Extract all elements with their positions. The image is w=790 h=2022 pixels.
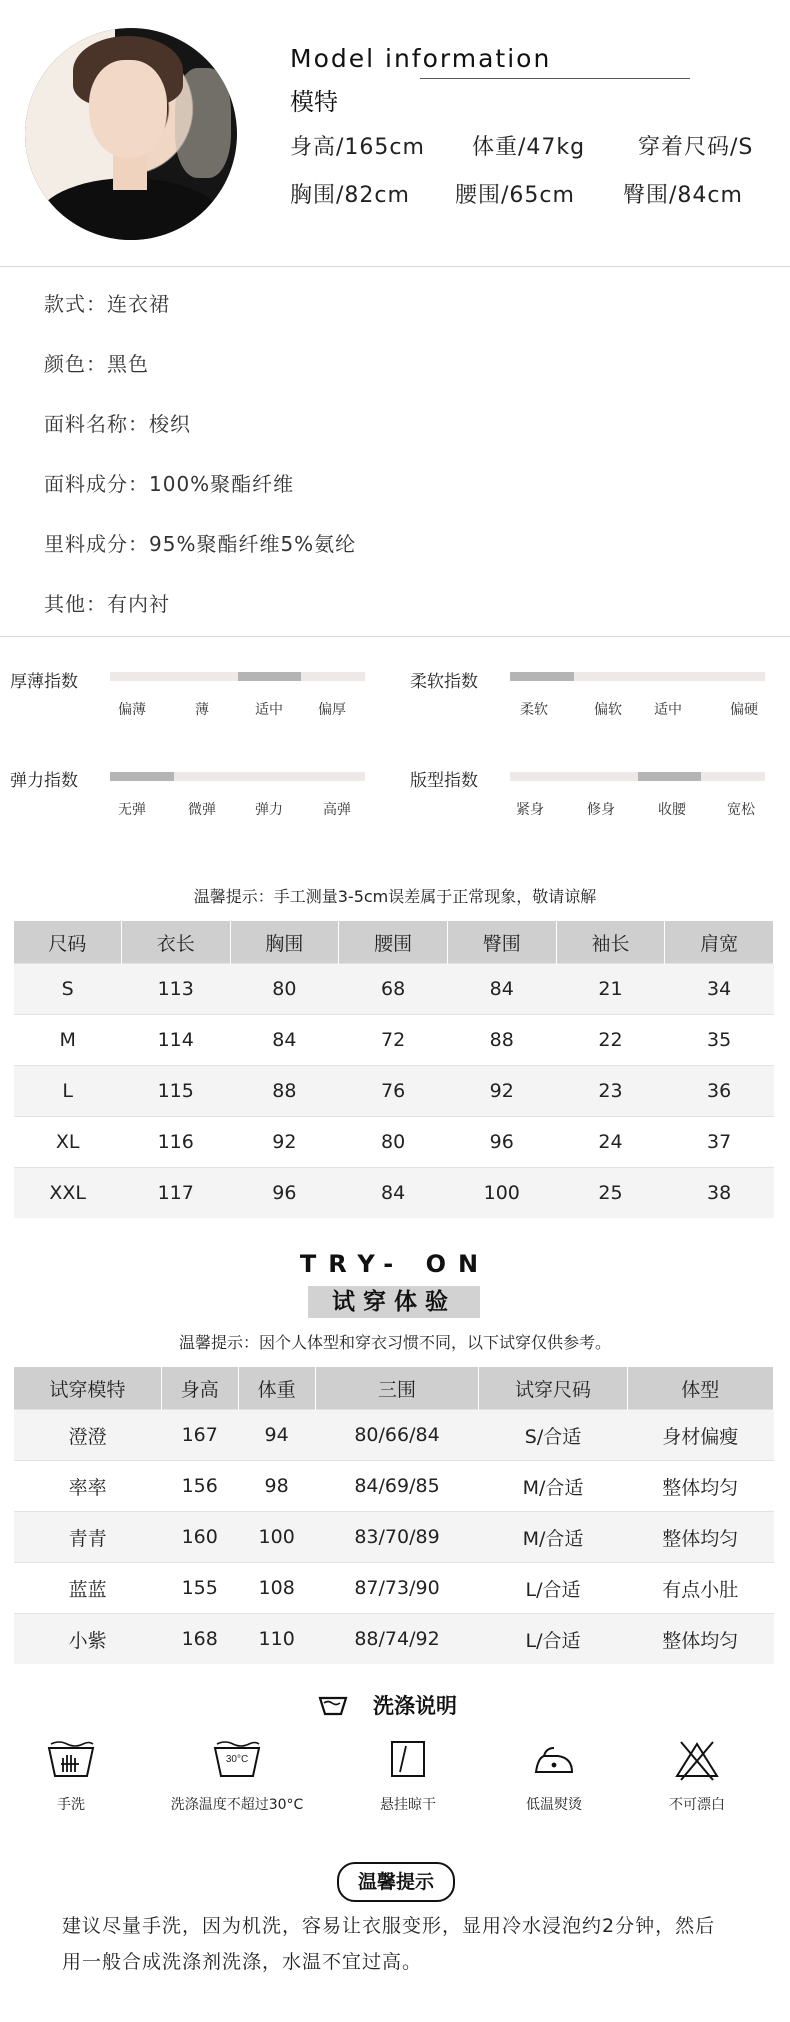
- index-tick: 偏硬: [730, 702, 758, 718]
- table-row: [14, 1563, 774, 1614]
- table-cell: 110: [238, 1614, 315, 1665]
- table-cell: 80/66/84: [315, 1410, 479, 1461]
- index-label: 厚薄指数: [10, 672, 78, 692]
- table-cell: 96: [447, 1117, 556, 1168]
- model-hip: 臀围/84cm: [623, 183, 743, 208]
- table-cell: 160: [161, 1512, 238, 1563]
- index-bar-selected: [638, 772, 702, 781]
- table-cell: 168: [161, 1614, 238, 1665]
- model-height: 身高/165cm: [290, 135, 425, 160]
- table-cell: 87/73/90: [315, 1563, 479, 1614]
- iron-low-icon: [528, 1738, 580, 1782]
- spec-color: 颜色：黑色: [44, 352, 149, 376]
- index-tick: 薄: [195, 702, 209, 718]
- model-waist: 腰围/65cm: [455, 183, 575, 208]
- index-tick: 柔软: [520, 702, 548, 718]
- index-bar: [510, 672, 765, 681]
- table-cell: 37: [665, 1117, 774, 1168]
- table-cell: 整体均匀: [627, 1614, 773, 1665]
- hang-dry-icon: [382, 1738, 434, 1782]
- table-cell: 34: [665, 964, 774, 1015]
- wash-30-icon: [211, 1738, 263, 1782]
- table-header-cell: 体型: [627, 1367, 773, 1410]
- table-cell: 98: [238, 1461, 315, 1512]
- tip-line: 用一般合成洗涤剂洗涤，水温不宜过高。: [62, 1951, 423, 1973]
- table-row: [14, 1015, 774, 1066]
- table-cell: 88: [447, 1015, 556, 1066]
- tip-badge: 温馨提示: [337, 1862, 455, 1902]
- table-cell: 116: [121, 1117, 230, 1168]
- index-bar: [110, 672, 365, 681]
- table-header-cell: 袖长: [556, 921, 665, 964]
- index-tick: 修身: [587, 802, 615, 818]
- table-cell: 155: [161, 1563, 238, 1614]
- index-tick: 高弹: [323, 802, 351, 818]
- table-header-cell: 腰围: [339, 921, 448, 964]
- table-cell: 83/70/89: [315, 1512, 479, 1563]
- table-cell: L/合适: [479, 1563, 627, 1614]
- tryon-title-en: TRY- ON: [299, 1250, 491, 1278]
- table-cell: 115: [121, 1066, 230, 1117]
- table-header-cell: 体重: [238, 1367, 315, 1410]
- table-cell: 108: [238, 1563, 315, 1614]
- table-cell: 身材偏瘦: [627, 1410, 773, 1461]
- index-label: 弹力指数: [10, 771, 78, 791]
- table-cell: 84: [447, 964, 556, 1015]
- table-header-cell: 身高: [161, 1367, 238, 1410]
- tryon-title-cn: 试穿体验: [308, 1286, 480, 1318]
- table-header-cell: 胸围: [230, 921, 339, 964]
- table-row: [14, 964, 774, 1015]
- table-cell: 92: [230, 1117, 339, 1168]
- wash-label: 不可漂白: [669, 1797, 725, 1813]
- index-tick: 无弹: [118, 802, 146, 818]
- table-cell: 整体均匀: [627, 1461, 773, 1512]
- table-cell: 22: [556, 1015, 665, 1066]
- table-header-cell: 三围: [315, 1367, 479, 1410]
- spec-style: 款式：连衣裙: [44, 292, 170, 316]
- index-tick: 收腰: [658, 802, 686, 818]
- table-header-cell: 肩宽: [665, 921, 774, 964]
- table-cell: 68: [339, 964, 448, 1015]
- table-cell: 36: [665, 1066, 774, 1117]
- table-cell: 24: [556, 1117, 665, 1168]
- index-tick: 适中: [255, 702, 283, 718]
- table-row: [14, 1614, 774, 1665]
- table-cell: M: [14, 1015, 121, 1066]
- model-bust: 胸围/82cm: [290, 183, 410, 208]
- table-cell: 114: [121, 1015, 230, 1066]
- index-tick: 偏厚: [318, 702, 346, 718]
- table-cell: 澄澄: [14, 1410, 161, 1461]
- wash-label: 手洗: [57, 1797, 85, 1813]
- table-cell: 100: [238, 1512, 315, 1563]
- table-cell: 蓝蓝: [14, 1563, 161, 1614]
- spec-fabric-composition: 面料成分：100%聚酯纤维: [44, 472, 295, 496]
- table-cell: 84/69/85: [315, 1461, 479, 1512]
- wash-label: 洗涤温度不超过30°C: [170, 1797, 304, 1813]
- table-header-cell: 尺码: [14, 921, 121, 964]
- index-tick: 紧身: [516, 802, 544, 818]
- tip-line: 建议尽量手洗，因为机洗，容易让衣服变形，显用冷水浸泡约2分钟，然后: [62, 1915, 716, 1937]
- table-cell: 94: [238, 1410, 315, 1461]
- table-cell: 80: [339, 1117, 448, 1168]
- index-bar-selected: [238, 672, 302, 681]
- wash-label: 低温熨烫: [526, 1797, 582, 1813]
- table-cell: 84: [339, 1168, 448, 1219]
- table-row: [14, 1168, 774, 1219]
- table-header-cell: 试穿尺码: [479, 1367, 627, 1410]
- index-bar: [110, 772, 365, 781]
- wash-title: 洗涤说明: [373, 1694, 457, 1718]
- divider: [0, 636, 790, 637]
- table-cell: 35: [665, 1015, 774, 1066]
- table-cell: XXL: [14, 1168, 121, 1219]
- wash-label: 悬挂晾干: [380, 1797, 436, 1813]
- index-tick: 偏软: [594, 702, 622, 718]
- index-bar-selected: [510, 672, 574, 681]
- index-bar-selected: [110, 772, 174, 781]
- table-cell: 117: [121, 1168, 230, 1219]
- index-tick: 适中: [654, 702, 682, 718]
- table-cell: 小紫: [14, 1614, 161, 1665]
- table-cell: 80: [230, 964, 339, 1015]
- table-cell: 156: [161, 1461, 238, 1512]
- table-cell: 92: [447, 1066, 556, 1117]
- model-size: 穿着尺码/S: [638, 135, 754, 160]
- table-cell: M/合适: [479, 1512, 627, 1563]
- index-tick: 宽松: [727, 802, 755, 818]
- table-cell: 113: [121, 964, 230, 1015]
- index-label: 柔软指数: [410, 672, 478, 692]
- table-cell: 21: [556, 964, 665, 1015]
- table-cell: 72: [339, 1015, 448, 1066]
- index-label: 版型指数: [410, 771, 478, 791]
- table-cell: 率率: [14, 1461, 161, 1512]
- spec-other: 其他：有内衬: [44, 592, 170, 616]
- size-table: [14, 921, 774, 1218]
- table-cell: L: [14, 1066, 121, 1117]
- table-cell: S: [14, 964, 121, 1015]
- model-info-subtitle: 模特: [290, 88, 338, 116]
- table-cell: 100: [447, 1168, 556, 1219]
- table-row: [14, 1461, 774, 1512]
- table-cell: 167: [161, 1410, 238, 1461]
- table-cell: 96: [230, 1168, 339, 1219]
- table-row: [14, 1066, 774, 1117]
- table-row: [14, 1512, 774, 1563]
- table-cell: 青青: [14, 1512, 161, 1563]
- index-tick: 偏薄: [118, 702, 146, 718]
- model-info-title: Model information: [290, 44, 552, 73]
- model-avatar: [25, 28, 237, 240]
- model-weight: 体重/47kg: [472, 135, 586, 160]
- table-cell: 88: [230, 1066, 339, 1117]
- table-cell: 88/74/92: [315, 1614, 479, 1665]
- table-cell: 23: [556, 1066, 665, 1117]
- wash-temp-badge: 30°C: [225, 1754, 249, 1765]
- index-tick: 微弹: [188, 802, 216, 818]
- table-header-cell: 衣长: [121, 921, 230, 964]
- table-cell: L/合适: [479, 1614, 627, 1665]
- table-row: [14, 1410, 774, 1461]
- table-cell: 有点小肚: [627, 1563, 773, 1614]
- tryon-table: [14, 1367, 774, 1664]
- spec-lining-composition: 里料成分：95%聚酯纤维5%氨纶: [44, 532, 357, 556]
- table-cell: 38: [665, 1168, 774, 1219]
- index-tick: 弹力: [255, 802, 283, 818]
- table-cell: 25: [556, 1168, 665, 1219]
- table-header-cell: 臀围: [447, 921, 556, 964]
- hand-wash-icon: [45, 1738, 97, 1782]
- size-note: 温馨提示：手工测量3-5cm误差属于正常现象，敬请谅解: [193, 887, 597, 906]
- table-cell: S/合适: [479, 1410, 627, 1461]
- table-header-cell: 试穿模特: [14, 1367, 161, 1410]
- no-bleach-icon: [671, 1738, 723, 1782]
- divider: [0, 266, 790, 267]
- table-cell: 整体均匀: [627, 1512, 773, 1563]
- index-bar: [510, 772, 765, 781]
- tryon-note: 温馨提示：因个人体型和穿衣习惯不同，以下试穿仅供参考。: [178, 1333, 611, 1352]
- spec-fabric-name: 面料名称：梭织: [44, 412, 191, 436]
- table-cell: M/合适: [479, 1461, 627, 1512]
- table-cell: XL: [14, 1117, 121, 1168]
- tip-text: [62, 1908, 742, 1980]
- title-underline: [420, 78, 690, 79]
- table-cell: 84: [230, 1015, 339, 1066]
- table-row: [14, 1117, 774, 1168]
- table-cell: 76: [339, 1066, 448, 1117]
